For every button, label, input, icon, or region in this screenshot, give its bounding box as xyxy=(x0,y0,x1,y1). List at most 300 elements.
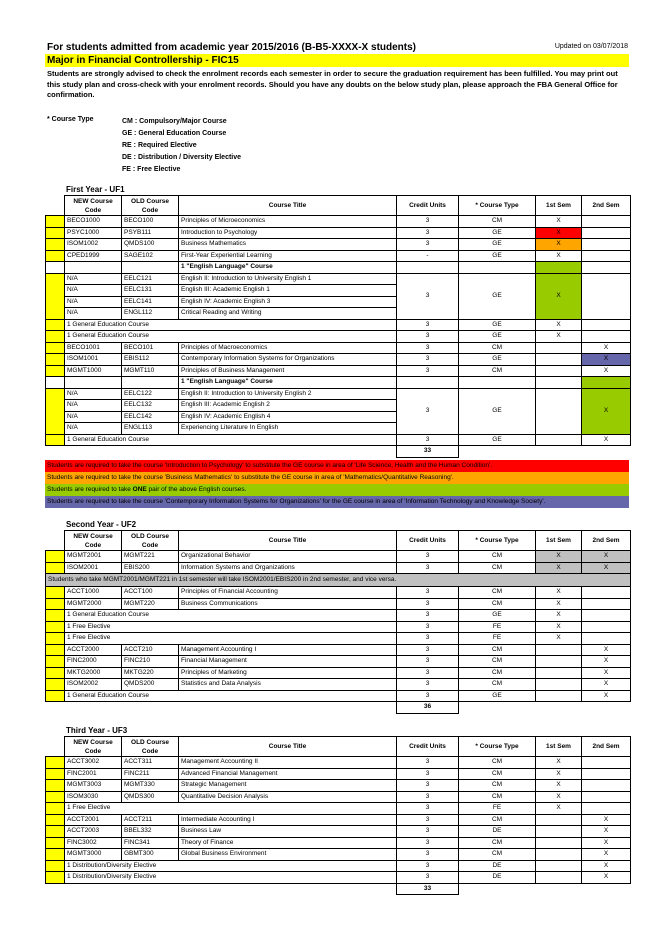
table-cell: 3 xyxy=(397,679,459,691)
table-cell: Intermediate Accounting I xyxy=(179,814,397,826)
table-cell: Credit Units xyxy=(397,196,459,216)
table-row xyxy=(46,377,631,389)
table-cell: ACCT311 xyxy=(122,757,179,769)
table-cell xyxy=(582,587,631,599)
table-cell: 3 xyxy=(397,365,459,377)
table-cell: NEW Course Code xyxy=(65,196,122,216)
table-row xyxy=(46,239,631,251)
table-cell xyxy=(582,227,631,239)
table-cell: GE xyxy=(459,434,536,446)
table-cell xyxy=(122,446,179,458)
table-cell: 3 xyxy=(397,791,459,803)
table-cell: ISOM1002 xyxy=(65,239,122,251)
table-cell: CM xyxy=(459,598,536,610)
table-cell xyxy=(459,262,536,274)
table-cell xyxy=(46,702,65,714)
table-cell: ACCT2001 xyxy=(65,814,122,826)
table-cell: Theory of Finance xyxy=(179,837,397,849)
table-cell: Business Mathematics xyxy=(179,239,397,251)
table-cell: GE xyxy=(459,227,536,239)
table-cell: X xyxy=(582,690,631,702)
table-cell: X xyxy=(582,644,631,656)
note-text: pair of the above English courses. xyxy=(146,486,247,493)
table-cell: DE xyxy=(459,860,536,872)
table-row xyxy=(46,791,631,803)
table-row xyxy=(46,679,631,691)
table-cell: 1st Sem xyxy=(536,737,582,757)
course-type-list xyxy=(122,116,241,176)
table-cell xyxy=(179,446,397,458)
table-cell xyxy=(122,883,179,895)
table-row xyxy=(46,598,631,610)
table-row xyxy=(46,388,631,400)
year1-table xyxy=(45,195,631,458)
table-cell: MGMT330 xyxy=(122,780,179,792)
table-cell xyxy=(46,250,65,262)
table-cell: Business Communications xyxy=(179,598,397,610)
table-cell: Principles of Financial Accounting xyxy=(179,587,397,599)
table-header xyxy=(46,737,631,757)
table-cell: Critical Reading and Writing xyxy=(179,308,397,320)
table-cell: 3 xyxy=(397,239,459,251)
table-cell xyxy=(582,331,631,343)
table-cell: FINC2000 xyxy=(65,656,122,668)
table-cell: 3 xyxy=(397,610,459,622)
table-cell xyxy=(582,273,631,319)
table-cell: 1 "English Language" Course xyxy=(179,262,397,274)
table-cell: MGMT2000 xyxy=(65,598,122,610)
table-cell xyxy=(46,791,65,803)
table-cell xyxy=(536,837,582,849)
table-cell: MGMT3000 xyxy=(65,849,122,861)
table-cell: MGMT221 xyxy=(122,551,179,563)
table-row xyxy=(46,273,631,285)
table-cell: X xyxy=(582,837,631,849)
table-cell: 3 xyxy=(397,562,459,574)
table-cell: MGMT220 xyxy=(122,598,179,610)
table-cell: 3 xyxy=(397,872,459,884)
table-cell: CM xyxy=(459,342,536,354)
table-cell xyxy=(582,702,631,714)
table-cell: ISOM2001 xyxy=(65,562,122,574)
table-cell: EELC122 xyxy=(122,388,179,400)
table-row xyxy=(46,434,631,446)
table-cell: ACCT1000 xyxy=(65,587,122,599)
table-cell xyxy=(536,365,582,377)
table-cell: X xyxy=(536,227,582,239)
table-cell xyxy=(46,826,65,838)
table-cell: 1 General Education Course xyxy=(65,331,397,343)
table-cell: X xyxy=(536,250,582,262)
table-row xyxy=(46,621,631,633)
year3-label: Third Year - UF3 xyxy=(66,726,128,735)
table-cell: GE xyxy=(459,354,536,366)
table-cell xyxy=(46,837,65,849)
table-cell: Principles of Business Management xyxy=(179,365,397,377)
table-row xyxy=(46,633,631,645)
table-cell: 2nd Sem xyxy=(582,531,631,551)
note-info-systems: Students are required to take the course 'Contemporary Information Systems for Organizations' for the GE course in area of 'Information Technology and Knowledge Society'. xyxy=(45,496,629,508)
table-cell: ISOM1001 xyxy=(65,354,122,366)
table-cell: First-Year Experiential Learning xyxy=(179,250,397,262)
table-cell: Management Accounting II xyxy=(179,757,397,769)
advice-text: Students are strongly advised to check the enrolment records each semester in order to secure the graduation requirement has been fulfilled. You may print out this study plan and cross-check with your enrolment records. Should you have any doubts on the below study plan, please approach the FBA General Office for confirmation. xyxy=(47,69,618,99)
table-cell: N/A xyxy=(65,273,122,285)
year2-table xyxy=(45,530,631,714)
table-cell: OLD Course Code xyxy=(122,196,179,216)
table-cell xyxy=(582,250,631,262)
table-cell: 1 Distribution/Diversity Elective xyxy=(65,860,397,872)
table-cell: X xyxy=(536,331,582,343)
year3-total: 33 xyxy=(397,883,459,895)
table-cell: GE xyxy=(459,273,536,319)
table-cell: X xyxy=(536,562,582,574)
table-cell xyxy=(46,331,65,343)
table-row xyxy=(46,227,631,239)
table-cell: DE xyxy=(459,872,536,884)
table-cell: PSYC1000 xyxy=(65,227,122,239)
table-cell xyxy=(536,354,582,366)
table-row xyxy=(46,757,631,769)
table-cell: 1st Sem xyxy=(536,531,582,551)
table-cell: Credit Units xyxy=(397,737,459,757)
table-cell xyxy=(46,768,65,780)
table-cell: CM xyxy=(459,837,536,849)
course-type-item: GE : General Education Course xyxy=(122,130,227,137)
table-cell: GE xyxy=(459,610,536,622)
table-cell: 2nd Sem xyxy=(582,737,631,757)
table-cell xyxy=(582,883,631,895)
table-cell: X xyxy=(582,860,631,872)
table-cell xyxy=(65,446,122,458)
table-cell: CM xyxy=(459,562,536,574)
table-cell xyxy=(46,227,65,239)
table-cell: English IV: Academic English 4 xyxy=(179,411,397,423)
table-cell: Advanced Financial Management xyxy=(179,768,397,780)
table-row xyxy=(46,837,631,849)
table-cell xyxy=(459,702,536,714)
table-row xyxy=(46,826,631,838)
table-row xyxy=(46,331,631,343)
course-type-item: CM : Compulsory/Major Course xyxy=(122,118,227,125)
table-cell: DE xyxy=(459,826,536,838)
table-cell: EBIS200 xyxy=(122,562,179,574)
table-cell: * Course Type xyxy=(459,531,536,551)
table-cell: FE xyxy=(459,633,536,645)
table-row xyxy=(46,667,631,679)
table-row xyxy=(46,262,631,274)
table-cell xyxy=(46,377,65,389)
table-cell: English II: Introduction to University English 2 xyxy=(179,388,397,400)
table-cell: N/A xyxy=(65,308,122,320)
table-cell xyxy=(65,262,122,274)
table-row xyxy=(46,768,631,780)
table-cell: X xyxy=(536,216,582,228)
table-row xyxy=(46,872,631,884)
table-cell xyxy=(459,377,536,389)
table-cell: 3 xyxy=(397,273,459,319)
table-row xyxy=(46,574,631,587)
year2-total: 36 xyxy=(397,702,459,714)
table-cell: 1 Distribution/Diversity Elective xyxy=(65,872,397,884)
table-cell: X xyxy=(582,814,631,826)
table-cell: 1 General Education Course xyxy=(65,319,397,331)
table-cell: 3 xyxy=(397,331,459,343)
table-cell: GBMT300 xyxy=(122,849,179,861)
table-cell xyxy=(179,702,397,714)
table-cell xyxy=(122,262,179,274)
table-cell: CM xyxy=(459,849,536,861)
table-cell: 1 Free Elective xyxy=(65,803,397,815)
table-cell: ACCT210 xyxy=(122,644,179,656)
updated-date: Updated on 03/07/2018 xyxy=(554,43,628,50)
table-cell xyxy=(536,849,582,861)
note-psychology: Students are required to take the course 'Introduction to Psychology' to substitute the GE course in area of 'Life Science, Health and the Human Condition'. xyxy=(45,460,629,472)
table-cell: MGMT3003 xyxy=(65,780,122,792)
table-cell: CM xyxy=(459,814,536,826)
table-row xyxy=(46,780,631,792)
table-cell: X xyxy=(536,791,582,803)
table-cell xyxy=(582,633,631,645)
table-cell: GE xyxy=(459,239,536,251)
table-cell: FINC211 xyxy=(122,768,179,780)
table-cell: Global Business Environment xyxy=(179,849,397,861)
table-cell xyxy=(46,365,65,377)
total-row xyxy=(46,446,631,458)
table-cell xyxy=(122,702,179,714)
table-cell: Organizational Behavior xyxy=(179,551,397,563)
table-cell xyxy=(536,377,582,389)
table-cell: NEW Course Code xyxy=(65,737,122,757)
table-cell xyxy=(582,239,631,251)
table-cell: 1 General Education Course xyxy=(65,610,397,622)
table-cell xyxy=(46,446,65,458)
table-cell xyxy=(582,791,631,803)
table-cell xyxy=(536,388,582,434)
table-cell: EBIS112 xyxy=(122,354,179,366)
table-cell xyxy=(46,562,65,574)
total-row xyxy=(46,883,631,895)
table-cell xyxy=(46,388,65,434)
table-cell xyxy=(46,644,65,656)
total-row xyxy=(46,702,631,714)
table-row xyxy=(46,860,631,872)
table-cell: QMDS200 xyxy=(122,679,179,691)
table-cell xyxy=(46,598,65,610)
table-cell: ACCT2003 xyxy=(65,826,122,838)
table-cell: - xyxy=(397,250,459,262)
table-cell: 1 Free Elective xyxy=(65,621,397,633)
table-cell: CM xyxy=(459,551,536,563)
table-cell xyxy=(46,196,65,216)
table-cell: Financial Management xyxy=(179,656,397,668)
table-cell: 3 xyxy=(397,354,459,366)
table-cell: Course Title xyxy=(179,531,397,551)
table-cell: CM xyxy=(459,365,536,377)
table-cell: Course Title xyxy=(179,196,397,216)
table-cell: QMDS300 xyxy=(122,791,179,803)
table-row xyxy=(46,319,631,331)
table-row xyxy=(46,365,631,377)
table-row xyxy=(46,849,631,861)
table-cell: 3 xyxy=(397,388,459,434)
table-cell: ISOM3030 xyxy=(65,791,122,803)
table-cell: 3 xyxy=(397,837,459,849)
major-title: Major in Financial Controllership - FIC15 xyxy=(45,54,629,67)
year1-total: 33 xyxy=(397,446,459,458)
table-cell: GE xyxy=(459,388,536,434)
table-cell: CM xyxy=(459,216,536,228)
table-cell xyxy=(46,551,65,563)
table-cell: Contemporary Information Systems for Organizations xyxy=(179,354,397,366)
table-cell: X xyxy=(582,826,631,838)
table-cell: FE xyxy=(459,803,536,815)
table-cell: CM xyxy=(459,667,536,679)
table-row xyxy=(46,690,631,702)
table-cell: 3 xyxy=(397,814,459,826)
table-cell xyxy=(46,737,65,757)
table-cell: Business Law xyxy=(179,826,397,838)
table-cell: MKTG220 xyxy=(122,667,179,679)
table-cell xyxy=(46,872,65,884)
table-cell: BECO101 xyxy=(122,342,179,354)
year3-table xyxy=(45,736,631,895)
note-semester-swap: Students who take MGMT2001/MGMT221 in 1st semester will take ISOM2001/EBIS200 in 2nd semester, and vice versa. xyxy=(46,574,631,587)
table-cell: GE xyxy=(459,690,536,702)
table-cell xyxy=(46,319,65,331)
table-cell: X xyxy=(536,273,582,319)
table-cell: 3 xyxy=(397,849,459,861)
table-cell: X xyxy=(536,768,582,780)
table-cell: 3 xyxy=(397,826,459,838)
table-cell: Course Title xyxy=(179,737,397,757)
table-cell: 1 "English Language" Course xyxy=(179,377,397,389)
table-cell: 3 xyxy=(397,780,459,792)
table-cell: X xyxy=(536,587,582,599)
table-cell xyxy=(536,342,582,354)
table-cell: 3 xyxy=(397,667,459,679)
table-cell: English II: Introduction to University English 1 xyxy=(179,273,397,285)
table-cell: 3 xyxy=(397,319,459,331)
table-cell: X xyxy=(582,365,631,377)
table-cell xyxy=(582,262,631,274)
table-cell xyxy=(46,610,65,622)
table-cell: CM xyxy=(459,656,536,668)
table-cell: GE xyxy=(459,331,536,343)
table-cell xyxy=(582,768,631,780)
table-row xyxy=(46,610,631,622)
table-row xyxy=(46,656,631,668)
table-cell xyxy=(46,849,65,861)
table-cell xyxy=(46,621,65,633)
table-cell: ACCT2000 xyxy=(65,644,122,656)
table-cell xyxy=(46,679,65,691)
table-cell: X xyxy=(582,551,631,563)
table-cell: EELC121 xyxy=(122,273,179,285)
table-cell: CM xyxy=(459,780,536,792)
table-cell: OLD Course Code xyxy=(122,531,179,551)
table-cell: 3 xyxy=(397,598,459,610)
table-cell: BECO100 xyxy=(122,216,179,228)
table-cell: X xyxy=(582,562,631,574)
table-cell xyxy=(536,860,582,872)
table-cell: 3 xyxy=(397,434,459,446)
table-cell: N/A xyxy=(65,423,122,435)
table-cell: 1st Sem xyxy=(536,196,582,216)
table-cell xyxy=(46,690,65,702)
table-cell: 2nd Sem xyxy=(582,196,631,216)
table-cell: 3 xyxy=(397,768,459,780)
table-cell: PSYB111 xyxy=(122,227,179,239)
table-cell xyxy=(582,598,631,610)
table-cell: English III: Academic English 2 xyxy=(179,400,397,412)
table-cell: X xyxy=(536,319,582,331)
table-cell: BECO1000 xyxy=(65,216,122,228)
table-cell xyxy=(46,273,65,319)
table-cell: Quantitative Decision Analysis xyxy=(179,791,397,803)
table-cell: CM xyxy=(459,768,536,780)
table-cell xyxy=(582,216,631,228)
table-cell: ACCT211 xyxy=(122,814,179,826)
table-cell xyxy=(536,446,582,458)
table-cell: Strategic Management xyxy=(179,780,397,792)
table-cell: CM xyxy=(459,679,536,691)
table-cell: N/A xyxy=(65,411,122,423)
table-header xyxy=(46,531,631,551)
table-cell: X xyxy=(582,434,631,446)
table-cell: X xyxy=(536,551,582,563)
table-cell xyxy=(46,860,65,872)
table-row xyxy=(46,562,631,574)
table-cell: X xyxy=(536,598,582,610)
table-cell xyxy=(65,702,122,714)
table-cell: NEW Course Code xyxy=(65,531,122,551)
table-cell: SAGE102 xyxy=(122,250,179,262)
table-cell xyxy=(46,883,65,895)
table-cell: ENGL112 xyxy=(122,308,179,320)
table-cell: BBEL332 xyxy=(122,826,179,838)
table-cell: CM xyxy=(459,757,536,769)
table-cell xyxy=(582,780,631,792)
table-cell xyxy=(46,587,65,599)
table-cell xyxy=(582,319,631,331)
table-cell xyxy=(46,667,65,679)
table-cell: EELC141 xyxy=(122,296,179,308)
table-cell xyxy=(536,656,582,668)
table-cell xyxy=(46,434,65,446)
table-cell xyxy=(46,531,65,551)
table-cell: MGMT1000 xyxy=(65,365,122,377)
table-cell xyxy=(46,354,65,366)
table-row xyxy=(46,216,631,228)
table-row xyxy=(46,250,631,262)
table-cell xyxy=(46,656,65,668)
table-cell: Management Accounting I xyxy=(179,644,397,656)
table-cell xyxy=(46,633,65,645)
course-type-item: RE : Required Elective xyxy=(122,142,197,149)
table-cell xyxy=(536,872,582,884)
table-cell: N/A xyxy=(65,285,122,297)
table-cell xyxy=(536,667,582,679)
table-cell xyxy=(46,342,65,354)
table-row xyxy=(46,587,631,599)
table-cell: X xyxy=(582,849,631,861)
table-cell: MKTG2000 xyxy=(65,667,122,679)
table-cell: 3 xyxy=(397,633,459,645)
table-cell: X xyxy=(536,803,582,815)
table-cell: N/A xyxy=(65,388,122,400)
table-cell: BECO1001 xyxy=(65,342,122,354)
